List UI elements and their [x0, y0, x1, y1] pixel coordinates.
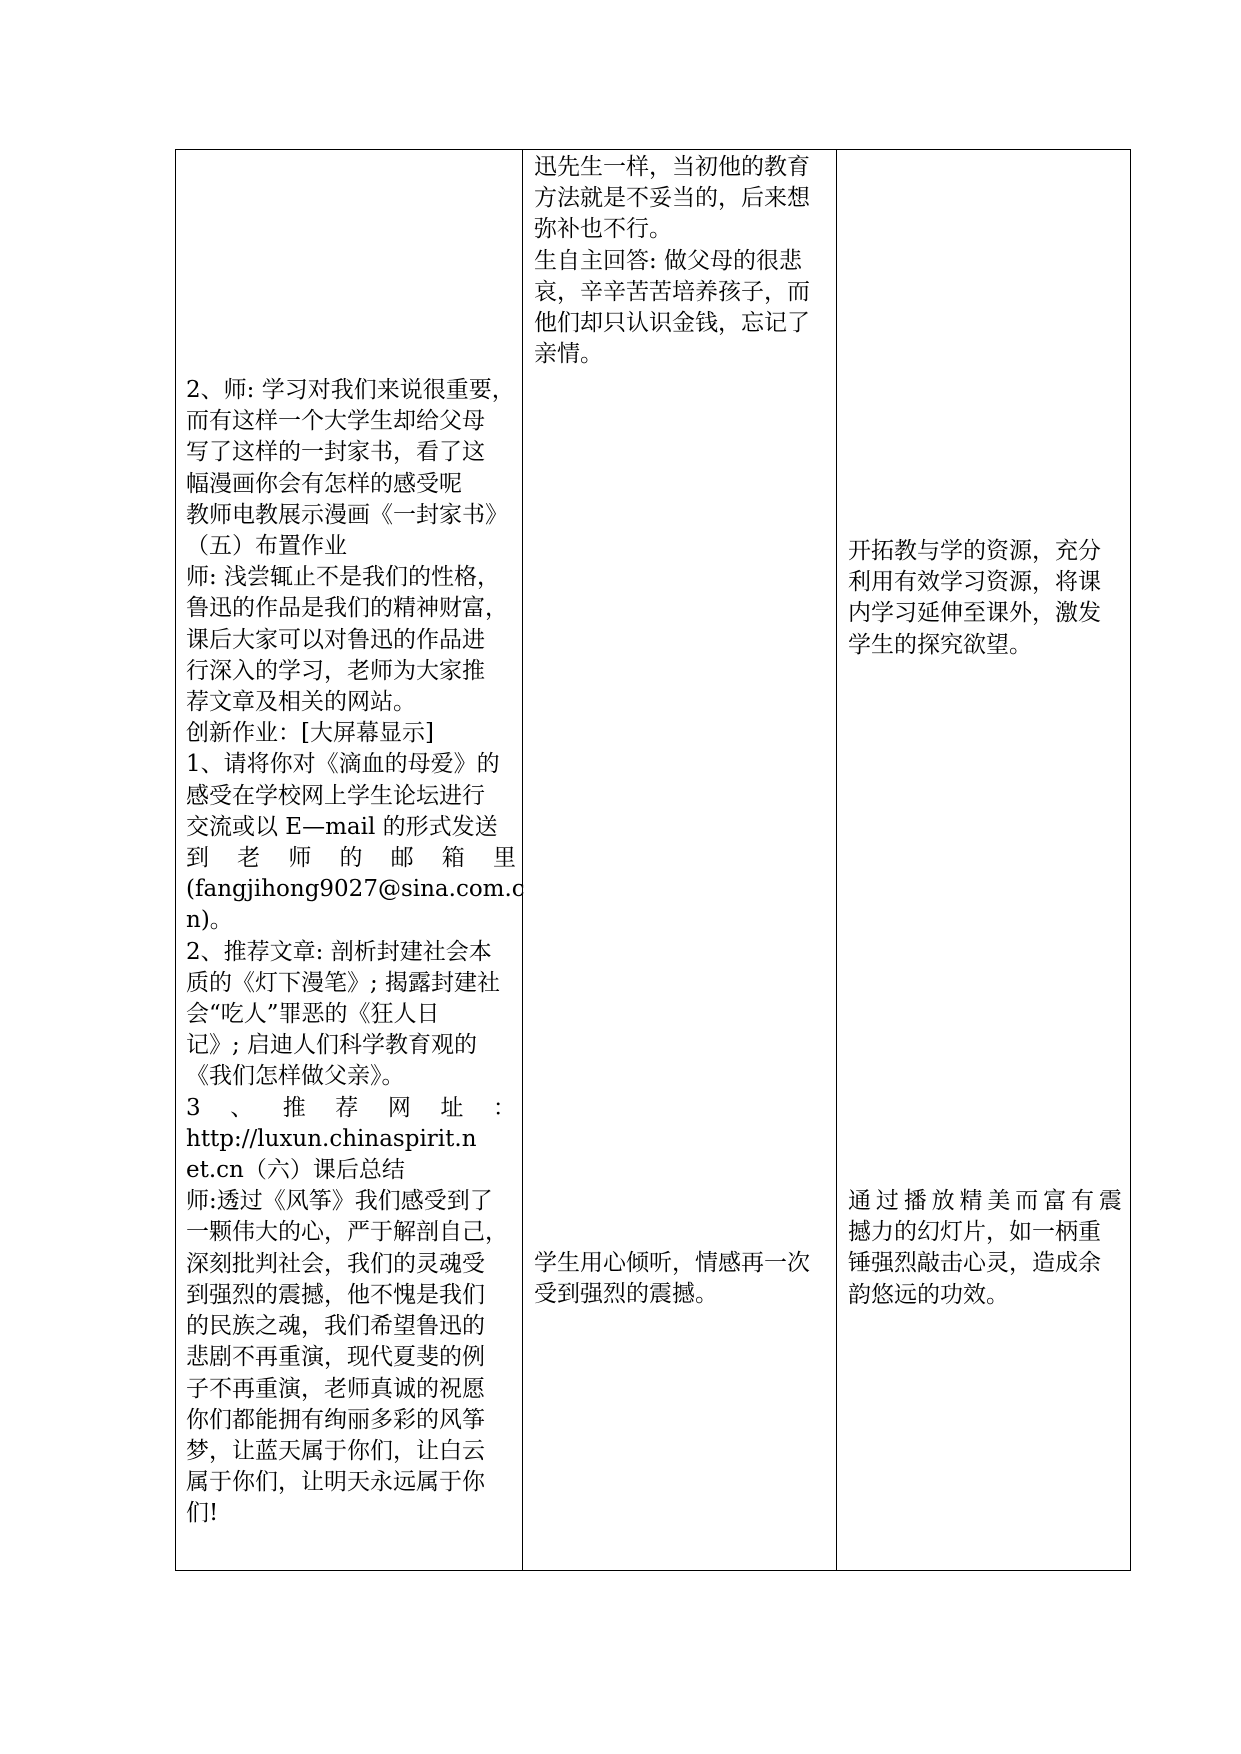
text-line: 感受在学校网上学生论坛进行: [186, 782, 485, 809]
text-line: 锤强烈敲击心灵，造成余: [848, 1250, 1101, 1277]
text-line: 生自主回答: 做父母的很悲: [534, 247, 803, 274]
text-char: 老: [237, 845, 261, 872]
student-activity-text-top: [534, 152, 828, 370]
text-line: 幅漫画你会有怎样的感受呢: [186, 470, 462, 497]
text-line: 《我们怎样做父亲》。: [186, 1063, 405, 1090]
text-line: 他们却只认识金钱，忘记了: [534, 310, 810, 337]
text-line: 内学习延伸至课外，激发: [848, 600, 1101, 627]
text-char: 师: [288, 845, 312, 872]
text-char: 美: [987, 1188, 1011, 1214]
text-line: 们!: [186, 1500, 219, 1527]
text-char: 通: [848, 1188, 871, 1214]
text-char: 到: [186, 845, 209, 872]
text-line: 记》; 启迪人们科学教育观的: [186, 1032, 478, 1059]
student-activity-cell: [523, 150, 837, 1571]
text-line: 会“吃人”罪恶的《狂人日: [186, 1001, 440, 1028]
text-char: 址: [440, 1094, 464, 1121]
lesson-plan-table: [175, 149, 1131, 1571]
text-line: （五）布置作业: [186, 533, 347, 560]
design-intent-text-bottom: [848, 1186, 1122, 1311]
text-line: 哀，辛辛苦苦培养孩子，而: [534, 278, 810, 305]
design-intent-text-top: [848, 536, 1122, 661]
text-line: 的民族之魂，我们希望鲁迅的: [186, 1313, 485, 1340]
text-line: (fangjihong9027@sina.com.c: [186, 876, 525, 903]
text-char: 推: [282, 1094, 306, 1121]
text-line: 2、师: 学习对我们来说很重要，: [186, 377, 515, 403]
text-line: et.cn（六）课后总结: [186, 1157, 405, 1184]
text-line: 深刻批判社会，我们的灵魂受: [186, 1250, 485, 1277]
text-line-justified: [186, 843, 516, 874]
text-line: 撼力的幻灯片，如一柄重: [848, 1219, 1101, 1246]
text-line: 受到强烈的震撼。: [534, 1281, 718, 1308]
text-char: 震: [1098, 1188, 1122, 1214]
text-char: 荐: [335, 1094, 359, 1121]
text-char: 箱: [441, 845, 465, 872]
text-line: 1、请将你对《滴血的母爱》的: [186, 751, 500, 778]
text-char: ：: [492, 1094, 516, 1121]
text-char: 3: [186, 1094, 201, 1121]
text-char: 邮: [390, 845, 414, 872]
text-char: 播: [903, 1188, 927, 1214]
text-line: http://luxun.chinaspirit.n: [186, 1125, 477, 1152]
text-line: 2、推荐文章: 剖析封建社会本: [186, 938, 492, 965]
text-line: 质的《灯下漫笔》; 揭露封建社: [186, 969, 501, 996]
text-line-justified: [848, 1186, 1122, 1217]
text-line: 梦，让蓝天属于你们，让白云: [186, 1437, 485, 1464]
text-line: 教师电教展示漫画《一封家书》: [186, 501, 508, 528]
teacher-activity-text: [186, 375, 525, 1530]
teacher-activity-cell: [176, 150, 523, 1571]
text-char: 的: [339, 845, 363, 872]
student-activity-text-bottom: [534, 1248, 828, 1310]
text-line: 开拓教与学的资源，充分: [848, 538, 1101, 564]
text-char: 精: [959, 1188, 983, 1214]
text-line: 交流或以 E—mail 的形式发送: [186, 813, 498, 840]
text-line: 荐文章及相关的网站。: [186, 689, 416, 716]
text-line: 一颗伟大的心，严于解剖自己，: [186, 1219, 508, 1246]
text-line: 课后大家可以对鲁迅的作品进: [186, 626, 485, 653]
text-line: 鲁迅的作品是我们的精神财富，: [186, 595, 508, 622]
text-line: 子不再重演，老师真诚的祝愿: [186, 1375, 485, 1402]
text-line: 而有这样一个大学生却给父母: [186, 408, 485, 435]
text-line: 悲剧不再重演，现代夏斐的例: [186, 1344, 485, 1371]
text-char: 放: [931, 1188, 955, 1214]
text-char: 过: [875, 1188, 899, 1214]
text-line: 韵悠远的功效。: [848, 1281, 1009, 1308]
text-line: 你们都能拥有绚丽多彩的风筝: [186, 1406, 485, 1433]
text-char: 网: [387, 1094, 411, 1121]
text-line: 师:透过《风筝》我们感受到了: [186, 1188, 493, 1215]
text-line: 学生用心倾听，情感再一次: [534, 1250, 810, 1276]
text-line-justified: [186, 1093, 516, 1124]
design-intent-cell: [837, 150, 1131, 1571]
text-line: 利用有效学习资源，将课: [848, 569, 1101, 596]
text-char: 里: [492, 845, 516, 872]
text-line: 师: 浅尝辄止不是我们的性格，: [186, 564, 501, 591]
text-line: 行深入的学习，老师为大家推: [186, 657, 485, 684]
text-line: 学生的探究欲望。: [848, 631, 1032, 658]
text-char: 有: [1071, 1188, 1094, 1214]
text-line: 创新作业：[大屏幕显示]: [186, 720, 434, 747]
text-line: 方法就是不妥当的，后来想: [534, 185, 810, 212]
text-line: 亲情。: [534, 341, 603, 368]
text-line: 写了这样的一封家书，看了这: [186, 439, 485, 466]
text-line: 到强烈的震撼，他不愧是我们: [186, 1281, 485, 1308]
text-line: 属于你们，让明天永远属于你: [186, 1469, 485, 1496]
table-row: [176, 150, 1131, 1571]
text-line: 弥补也不行。: [534, 216, 672, 243]
text-char: 、: [230, 1094, 254, 1121]
text-line: 迅先生一样，当初他的教育: [534, 154, 810, 180]
text-char: 而: [1015, 1188, 1039, 1214]
text-line: n)。: [186, 907, 233, 934]
text-char: 富: [1043, 1188, 1067, 1214]
